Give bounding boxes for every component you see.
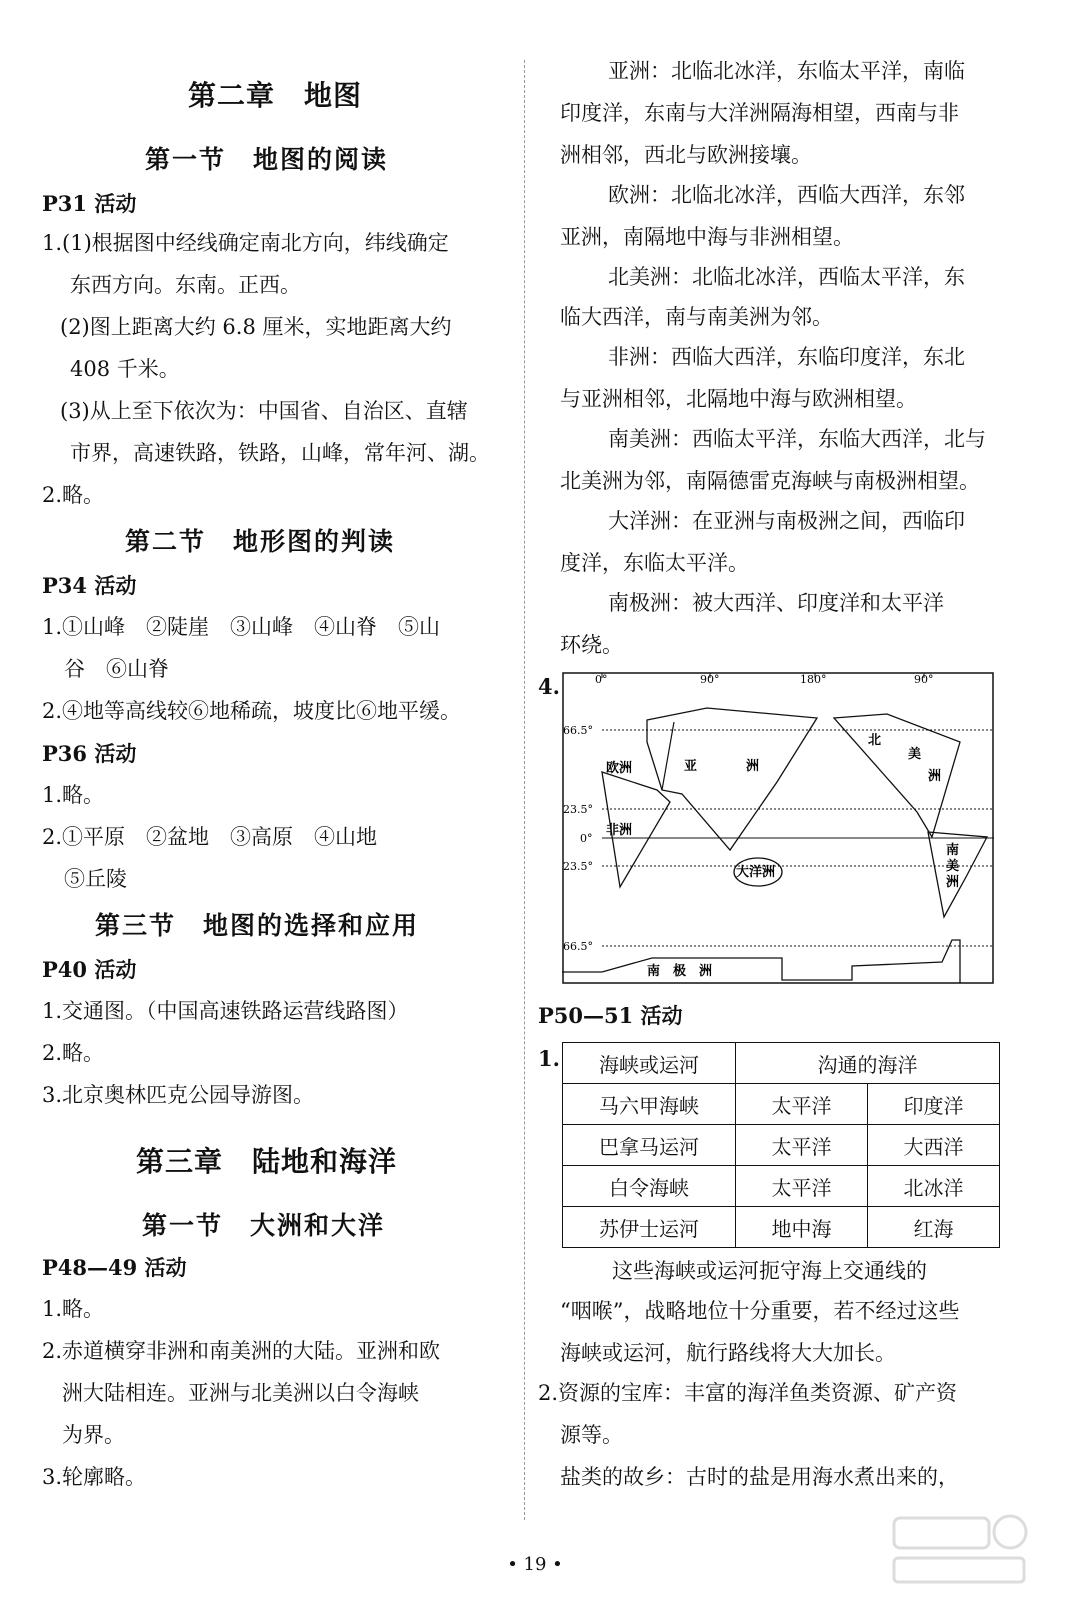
- table-cell: 大西洋: [868, 1125, 1000, 1166]
- lon-label: 180°: [800, 673, 827, 686]
- text-line: 洲相邻，西北与欧洲接壤。: [560, 143, 812, 167]
- text-line: 北美洲：北临北冰洋，西临太平洋，东: [608, 265, 965, 289]
- table-cell: 印度洋: [868, 1084, 1000, 1125]
- continent-label: 洲: [946, 875, 960, 890]
- text-line: 1.①山峰 ②陡崖 ③山峰 ④山脊 ⑤山: [42, 615, 441, 639]
- continent-label: 南 极 洲: [647, 964, 713, 979]
- continent-label: 非洲: [606, 823, 633, 838]
- text-line: 盐类的故乡：古时的盐是用海水煮出来的，: [560, 1465, 959, 1489]
- text-line: 408 千米。: [70, 357, 180, 381]
- section-title: 第三节 地图的选择和应用: [95, 911, 420, 940]
- text-line: 欧洲：北临北冰洋，西临大西洋，东邻: [608, 183, 965, 207]
- table-cell: 马六甲海峡: [563, 1084, 736, 1125]
- text-line: 1.交通图。（中国高速铁路运营线路图）: [42, 999, 409, 1023]
- continent-label: 美: [946, 859, 960, 874]
- text-line: 亚洲，南隔地中海与非洲相望。: [560, 225, 854, 249]
- text-line: 1.略。: [42, 1297, 105, 1321]
- straits-table: [562, 1042, 1000, 1248]
- chapter-title: 第二章 地图: [188, 79, 363, 112]
- table-row: [563, 1166, 1000, 1207]
- text-line: (3)从上至下依次为：中国省、自治区、直辖: [60, 399, 468, 423]
- table-header-row: [563, 1043, 1000, 1084]
- table-cell: 白令海峡: [563, 1166, 736, 1207]
- continent-label: 洲: [928, 769, 942, 784]
- chapter-title: 第三章 陆地和海洋: [136, 1145, 398, 1178]
- text-line: 南极洲：被大西洋、印度洋和太平洋: [608, 591, 944, 615]
- continent-label: 南: [946, 843, 960, 858]
- text-line: 非洲：西临大西洋，东临印度洋，东北: [608, 345, 965, 369]
- text-line: ⑤丘陵: [64, 867, 127, 891]
- text-line: 北美洲为邻，南隔德雷克海峡与南极洲相望。: [560, 469, 980, 493]
- lat-label: 66.5°: [563, 724, 593, 737]
- table-cell: 太平洋: [736, 1084, 868, 1125]
- text-line: 印度洋，东南与大洋洲隔海相望，西南与非: [560, 101, 959, 125]
- section-title: 第一节 大洲和大洋: [142, 1211, 386, 1240]
- table-cell: 太平洋: [736, 1166, 868, 1207]
- text-line: 南美洲：西临太平洋，东临大西洋，北与: [608, 427, 986, 451]
- watermark-logo: [890, 1510, 1030, 1590]
- activity-title: P40 活动: [42, 957, 137, 982]
- lon-label: 90°: [914, 673, 934, 686]
- question-number: 1.: [538, 1046, 560, 1071]
- table-cell: 太平洋: [736, 1125, 868, 1166]
- page-number: • 19 •: [507, 1554, 563, 1575]
- text-line: 2.资源的宝库：丰富的海洋鱼类资源、矿产资: [538, 1381, 958, 1405]
- activity-title: P48—49 活动: [42, 1255, 187, 1280]
- table-cell: 地中海: [736, 1207, 868, 1248]
- lat-label: 23.5°: [563, 860, 593, 873]
- table-row: [563, 1084, 1000, 1125]
- lon-label: 90°: [700, 673, 720, 686]
- text-line: 3.轮廓略。: [42, 1465, 147, 1489]
- lat-label: 0°: [580, 832, 593, 845]
- text-line: 亚洲：北临北冰洋，东临太平洋，南临: [608, 59, 965, 83]
- text-line: 源等。: [560, 1423, 623, 1447]
- text-line: 谷 ⑥山脊: [64, 657, 169, 681]
- continent-label: 欧洲: [606, 761, 633, 776]
- text-line: 东西方向。东南。正西。: [70, 273, 301, 297]
- table-row: [563, 1207, 1000, 1248]
- text-line: 2.略。: [42, 483, 105, 507]
- activity-title: P50—51 活动: [538, 1003, 683, 1028]
- column-divider: [524, 60, 525, 1520]
- question-number: 4.: [538, 674, 560, 699]
- continent-label: 大洋洲: [736, 865, 776, 880]
- continent-label: 北: [868, 733, 882, 748]
- table-cell: 红海: [868, 1207, 1000, 1248]
- section-title: 第一节 地图的阅读: [145, 145, 389, 174]
- table-header-cell: 海峡或运河: [563, 1043, 736, 1084]
- text-line: “咽喉”，战略地位十分重要，若不经过这些: [560, 1299, 960, 1323]
- lat-label: 23.5°: [563, 803, 593, 816]
- text-line: (2)图上距离大约 6.8 厘米，实地距离大约: [60, 315, 452, 339]
- text-line: 环绕。: [560, 633, 623, 657]
- text-line: 2.①平原 ②盆地 ③高原 ④山地: [42, 825, 378, 849]
- continent-label: 亚: [684, 759, 698, 774]
- table-row: [563, 1125, 1000, 1166]
- text-line: 为界。: [62, 1423, 125, 1447]
- text-line: 临大西洋，南与南美洲为邻。: [560, 305, 833, 329]
- lat-label: 66.5°: [563, 940, 593, 953]
- world-continents-sketch-map: [562, 672, 994, 984]
- continent-label: 美: [908, 747, 922, 762]
- section-title: 第二节 地形图的判读: [125, 527, 396, 556]
- text-line: 洲大陆相连。亚洲与北美洲以白令海峡: [62, 1381, 419, 1405]
- activity-title: P34 活动: [42, 573, 137, 598]
- text-line: 2.赤道横穿非洲和南美洲的大陆。亚洲和欧: [42, 1339, 441, 1363]
- text-line: 2.略。: [42, 1041, 105, 1065]
- text-line: 大洋洲：在亚洲与南极洲之间，西临印: [608, 509, 965, 533]
- lon-label: 0°: [595, 673, 608, 686]
- table-header-cell: 沟通的海洋: [736, 1043, 1000, 1084]
- text-line: 2.④地等高线较⑥地稀疏，坡度比⑥地平缓。: [42, 699, 462, 723]
- table-cell: 北冰洋: [868, 1166, 1000, 1207]
- text-line: 1.略。: [42, 783, 105, 807]
- text-line: 1.(1)根据图中经线确定南北方向，纬线确定: [42, 231, 449, 255]
- text-line: 海峡或运河，航行路线将大大加长。: [560, 1341, 896, 1365]
- text-line: 市界，高速铁路，铁路，山峰，常年河、湖。: [70, 441, 490, 465]
- text-line: 这些海峡或运河扼守海上交通线的: [612, 1259, 927, 1283]
- table-cell: 苏伊士运河: [563, 1207, 736, 1248]
- text-line: 与亚洲相邻，北隔地中海与欧洲相望。: [560, 387, 917, 411]
- continent-label: 洲: [746, 759, 760, 774]
- text-line: 3.北京奥林匹克公园导游图。: [42, 1083, 315, 1107]
- activity-title: P31 活动: [42, 191, 137, 216]
- activity-title: P36 活动: [42, 741, 137, 766]
- text-line: 度洋，东临太平洋。: [560, 551, 749, 575]
- table-cell: 巴拿马运河: [563, 1125, 736, 1166]
